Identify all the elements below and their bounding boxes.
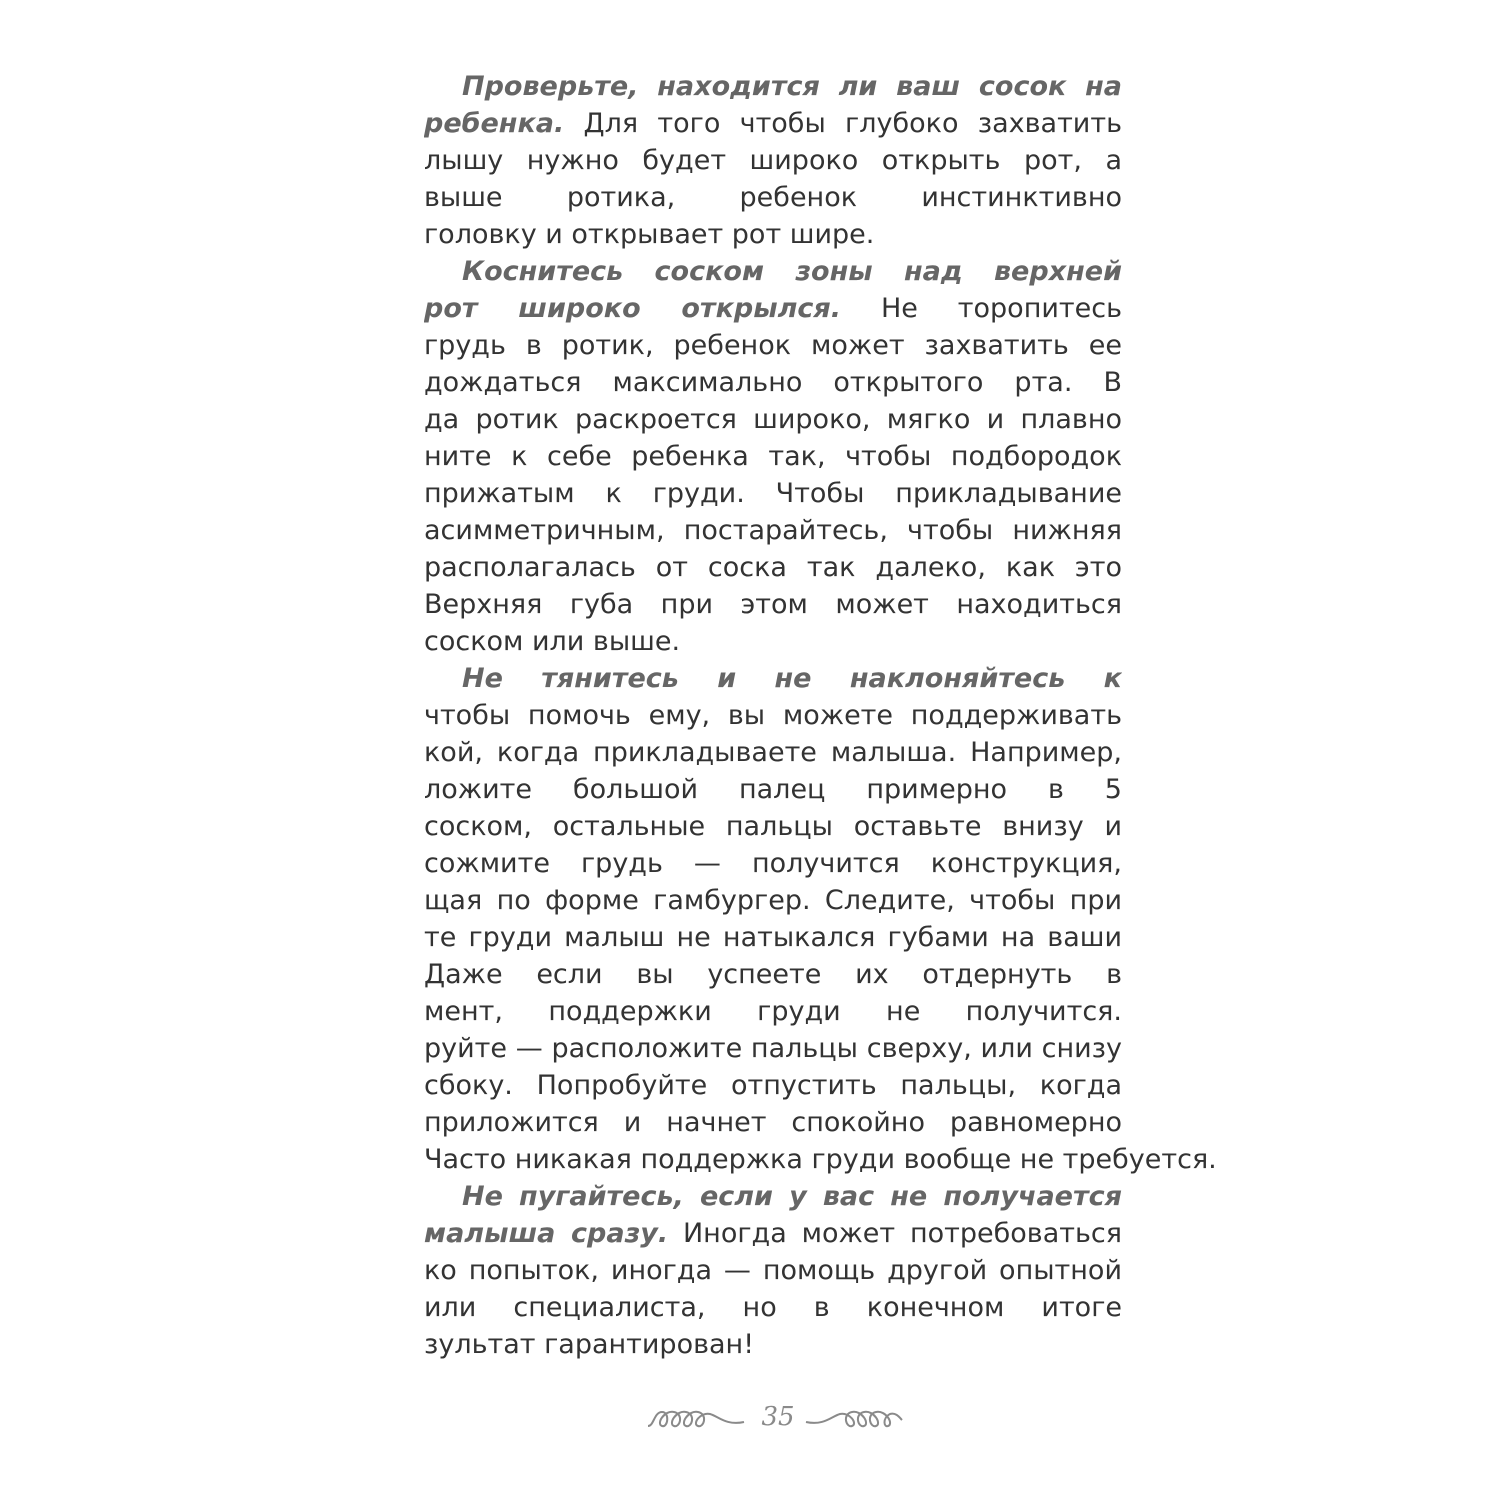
text-line <box>424 808 1122 845</box>
text-line <box>424 142 1122 179</box>
text-line <box>424 438 1122 475</box>
regular-text: руйте — расположите пальцы сверху, или снизу <box>424 1033 1122 1064</box>
left-flourish-ornament <box>646 1404 746 1438</box>
regular-text: Для того чтобы глубоко захватить <box>583 108 1122 139</box>
text-line <box>424 512 1122 549</box>
regular-text: головку и открывает рот шире. <box>424 219 875 250</box>
regular-text: приложится и начнет спокойно равномерно <box>424 1107 1122 1138</box>
text-line <box>424 68 1122 105</box>
text-line <box>424 549 1122 586</box>
regular-text: сожмите грудь — получится конструкция, <box>424 848 1122 879</box>
text-line <box>424 956 1122 993</box>
text-line <box>424 253 1122 290</box>
emphasized-text: ребенка. <box>424 108 565 139</box>
text-line <box>424 1289 1122 1326</box>
emphasized-text: рот широко открылся. <box>424 293 842 324</box>
regular-text: ложите большой палец примерно в 5 <box>424 774 1122 805</box>
regular-text: да ротик раскроется широко, мягко и плавно <box>424 404 1122 435</box>
paragraph <box>424 253 1122 660</box>
text-line <box>424 401 1122 438</box>
regular-text: Верхняя губа при этом может находиться <box>424 589 1122 620</box>
text-line <box>424 771 1122 808</box>
regular-text: грудь в ротик, ребенок может захватить ее <box>424 330 1122 361</box>
regular-text: кой, когда прикладываете малыша. Например, <box>424 737 1122 768</box>
text-line <box>424 586 1122 623</box>
text-line <box>424 697 1122 734</box>
regular-text: ните к себе ребенка так, чтобы подбородок <box>424 441 1122 472</box>
text-line <box>424 1067 1122 1104</box>
paragraph <box>424 660 1217 1178</box>
regular-text: Иногда может потребоваться <box>682 1218 1122 1249</box>
text-line <box>424 734 1122 771</box>
regular-text: соском, остальные пальцы оставьте внизу и <box>424 811 1122 842</box>
text-line <box>424 882 1122 919</box>
regular-text: Часто никакая поддержка груди вообще не требуется. <box>424 1144 1217 1175</box>
regular-text: Даже если вы успеете их отдернуть в <box>424 959 1122 990</box>
text-line <box>424 660 1122 697</box>
regular-text: щая по форме гамбургер. Следите, чтобы при <box>424 885 1122 916</box>
regular-text: чтобы помочь ему, вы можете поддерживать <box>424 700 1122 731</box>
regular-text: прижатым к груди. Чтобы прикладывание <box>424 478 1122 509</box>
regular-text: ко попыток, иногда — помощь другой опытной <box>424 1255 1122 1286</box>
regular-text: те груди малыш не натыкался губами на ваши <box>424 922 1122 953</box>
regular-text: асимметричным, постарайтесь, чтобы нижняя <box>424 515 1122 546</box>
regular-text: зультат гарантирован! <box>424 1329 755 1360</box>
text-line <box>424 1326 1122 1363</box>
regular-text: лышу нужно будет широко открыть рот, а <box>424 145 1122 176</box>
text-line <box>424 1252 1122 1289</box>
regular-text: Не торопитесь <box>880 293 1122 324</box>
emphasized-text: малыша сразу. <box>424 1218 669 1249</box>
regular-text: располагалась от соска так далеко, как это <box>424 552 1122 583</box>
text-line <box>424 327 1122 364</box>
text-line <box>424 919 1122 956</box>
text-line <box>424 845 1122 882</box>
text-line <box>424 179 1122 216</box>
regular-text: сбоку. Попробуйте отпустить пальцы, когда <box>424 1070 1122 1101</box>
text-line <box>424 364 1122 401</box>
text-line <box>424 1030 1122 1067</box>
paragraph <box>424 1178 1122 1363</box>
regular-text: выше ротика, ребенок инстинктивно <box>424 182 1122 213</box>
text-line <box>424 623 1122 660</box>
text-line <box>424 1215 1122 1252</box>
page-footer <box>646 1398 906 1444</box>
regular-text: или специалиста, но в конечном итоге <box>424 1292 1122 1323</box>
regular-text: соском или выше. <box>424 626 681 657</box>
text-line <box>424 1104 1122 1141</box>
text-line <box>424 993 1122 1030</box>
text-line <box>424 1141 1217 1178</box>
paragraph <box>424 68 1122 253</box>
emphasized-text: Не тянитесь и не наклоняйтесь к <box>462 663 1122 694</box>
page-number: 35 <box>761 1402 795 1432</box>
text-line <box>424 475 1122 512</box>
text-line <box>424 105 1122 142</box>
body-text <box>424 68 1217 1363</box>
regular-text: дождаться максимально открытого рта. В <box>424 367 1122 398</box>
emphasized-text: Не пугайтесь, если у вас не получается <box>462 1181 1122 1212</box>
text-line <box>424 1178 1122 1215</box>
right-flourish-ornament <box>804 1404 904 1438</box>
text-line <box>424 216 1122 253</box>
emphasized-text: Проверьте, находится ли ваш сосок на <box>462 71 1122 102</box>
emphasized-text: Коснитесь соском зоны над верхней <box>462 256 1122 287</box>
text-line <box>424 290 1122 327</box>
regular-text: мент, поддержки груди не получится. <box>424 996 1122 1027</box>
